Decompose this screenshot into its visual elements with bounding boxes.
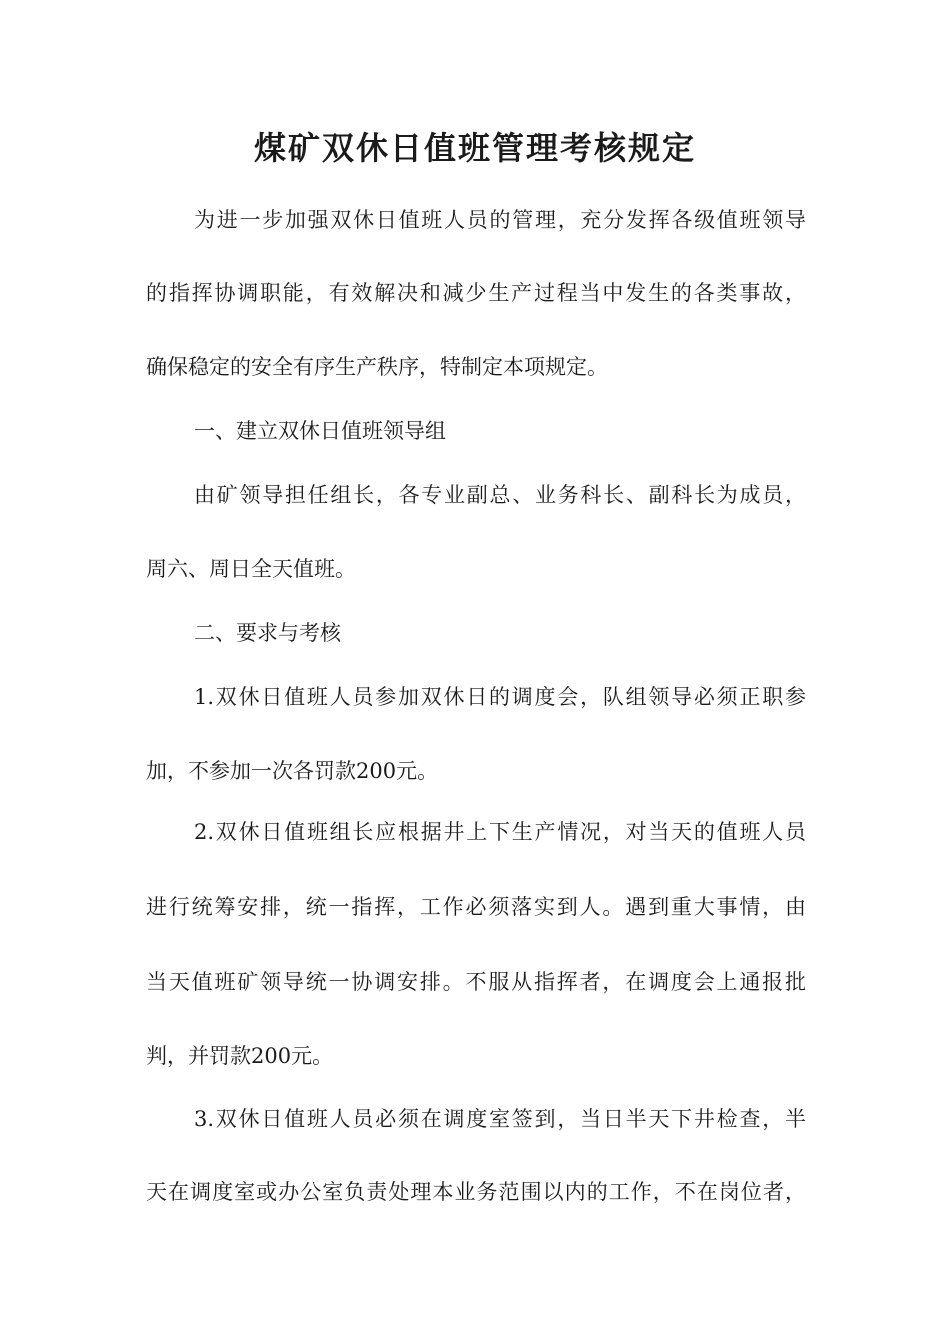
- list-item-line: 加，不参加一次各罚款200元。: [146, 759, 439, 783]
- section-heading: 一、建立双休日值班领导组: [194, 419, 446, 443]
- list-item-line: 进行统筹安排，统一指挥，工作必须落实到人。遇到重大事情，由: [146, 895, 806, 919]
- list-item-line: 判，并罚款200元。: [146, 1044, 334, 1068]
- list-item-line: 3.双休日值班人员必须在调度室签到，当日半天下井检查，半: [194, 1107, 806, 1131]
- list-item-line: 1.双休日值班人员参加双休日的调度会，队组领导必须正职参: [194, 685, 806, 709]
- list-item-line: 天在调度室或办公室负责处理本业务范围以内的工作，不在岗位者，: [146, 1180, 806, 1204]
- paragraph-line: 为进一步加强双休日值班人员的管理，充分发挥各级值班领导: [194, 208, 806, 232]
- paragraph-line: 确保稳定的安全有序生产秩序，特制定本项规定。: [146, 355, 608, 379]
- section-heading: 二、要求与考核: [194, 621, 341, 645]
- list-item-line: 2.双休日值班组长应根据井上下生产情况，对当天的值班人员: [194, 820, 806, 844]
- paragraph-line: 周六、周日全天值班。: [146, 557, 356, 581]
- paragraph-line: 的指挥协调职能，有效解决和减少生产过程当中发生的各类事故，: [146, 281, 806, 305]
- document-title: 煤矿双休日值班管理考核规定: [253, 129, 696, 167]
- list-item-line: 当天值班矿领导统一协调安排。不服从指挥者，在调度会上通报批: [146, 970, 806, 994]
- paragraph-line: 由矿领导担任组长，各专业副总、业务科长、副科长为成员，: [194, 483, 806, 507]
